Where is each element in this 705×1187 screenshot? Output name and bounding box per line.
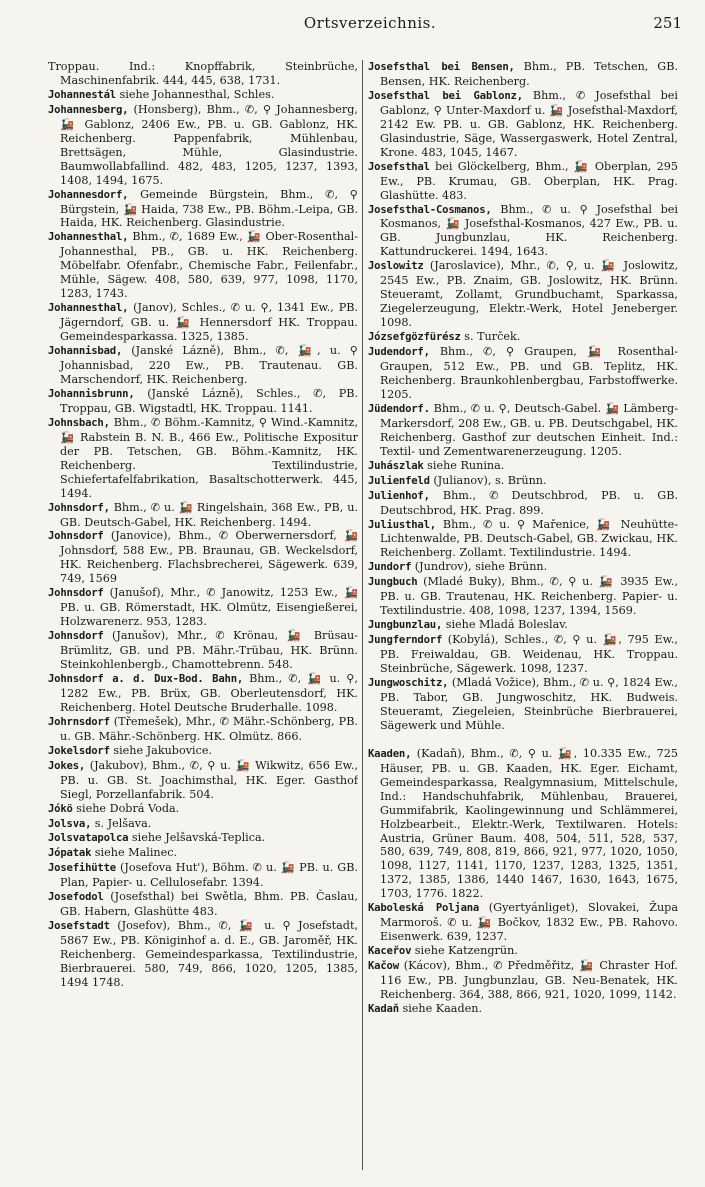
entry-text: siehe Kaaden. bbox=[398, 1001, 483, 1015]
entry-headword: Josefsthal bbox=[368, 160, 430, 173]
directory-entry bbox=[368, 160, 678, 203]
directory-entry bbox=[368, 676, 678, 733]
entry-text: (Julianov), s. Brünn. bbox=[429, 473, 547, 487]
entry-text: (Janské Lázně), Bhm., ✆, 🚂, u. ⚲ Johannisbad, 220 Ew., PB. Trautenau. GB. Marschendorf, HK. Reichenberg. bbox=[60, 344, 358, 386]
entry-text: Bhm., ✆ u. 🚂 Ringelshain, 368 Ew., PB, u. GB. Deutsch-Gabel, HK. Reichenberg. 1494. bbox=[60, 500, 358, 529]
entry-headword: Johnsdorf bbox=[48, 587, 104, 600]
entry-text: Bhm., ✆ Deutschbrod, PB. u. GB. Deutschbrod, HK. Prag. 899. bbox=[380, 488, 678, 517]
entry-text: s. Jelšava. bbox=[91, 816, 152, 830]
entry-text: Bhm., ✆ Josefsthal bei Gablonz, ⚲ Unter-Maxdorf u. 🚂 Josefsthal-Maxdorf, 2142 Ew. PB. u. GB. Gablonz, HK. Reichenberg. Glasindustrie, Säge, Wassergaswerk, Hotel Zentral, Krone. 483, 1045, 1467. bbox=[380, 88, 678, 159]
entry-text: siehe Malinec. bbox=[91, 846, 178, 860]
entry-text: (Janovice), Bhm., ✆ Oberwernersdorf, 🚂 Johnsdorf, 588 Ew., PB. Braunau, GB. Weckelsdorf, HK. Reichenberg. Flachsbrecherei, Sägewerk. 639, 749, 1569 bbox=[60, 529, 358, 586]
entry-text: (Třemešek), Mhr., ✆ Mähr.-Schönberg, PB. u. GB. Mähr.-Schönberg. HK. Olmütz. 866. bbox=[60, 714, 358, 743]
entry-text: siehe Katzengrün. bbox=[411, 944, 518, 958]
entry-text: (Josefova Hut'), Böhm. ✆ u. 🚂 PB. u. GB. Plan, Papier- u. Cellulosefabr. 1394. bbox=[60, 861, 358, 890]
directory-entry bbox=[368, 560, 678, 575]
directory-entry bbox=[368, 474, 678, 489]
entry-text: (Mladá Vožice), Bhm., ✆ u. ⚲, 1824 Ew., PB. Tabor, GB. Jungwoschitz, HK. Budweis. Steueramt, Ziegeleien, Steinbrüche Bierbrauerei, Sägewerk und Mühle. bbox=[380, 675, 678, 732]
directory-entry bbox=[368, 618, 678, 633]
entry-headword: Kaceřov bbox=[368, 945, 412, 958]
directory-entry bbox=[368, 402, 678, 459]
entry-headword: Johannestál bbox=[48, 88, 116, 101]
entry-text: (Janské Lázně), Schles., ✆, PB. Troppau, GB. Wigstadtl, HK. Troppau. 1141. bbox=[60, 386, 358, 415]
directory-entry bbox=[368, 459, 678, 474]
entry-text: Bhm., ✆, 1689 Ew., 🚂 Ober-Rosenthal-Johannesthal, PB., GB. u. HK. Reichenberg. Möbelfabr. Ofenfabr., Chemische Fabr., Feilenfabr., Mühle, Sägew. 408, 580, 639, 977, 1098, 1170, 1283, 1743. bbox=[60, 230, 358, 301]
column-divider bbox=[362, 60, 363, 1170]
entry-headword: Kaboleská Poljana bbox=[368, 902, 480, 915]
entry-headword: Jópatak bbox=[48, 847, 92, 860]
entry-text: (Josefov), Bhm., ✆, 🚂 u. ⚲ Josefstadt, 5867 Ew., PB. Königinhof a. d. E., GB. Jaroměř, HK. Reichenberg. Gemeindesparkassa, Textilindustrie, Bierbrauerei. 580, 749, 866, 1020, 1205, 1385, 1494 1748. bbox=[60, 919, 358, 989]
entry-text: s. Turček. bbox=[460, 330, 521, 344]
entry-headword: Kaaden, bbox=[368, 747, 412, 760]
directory-entry bbox=[48, 629, 358, 672]
entry-text: (Jundrov), siehe Brünn. bbox=[411, 560, 548, 574]
entry-headword: Jokes, bbox=[48, 759, 86, 772]
entry-text: Bhm., ✆, ⚲ Graupen, 🚂 Rosenthal-Graupen, 512 Ew., PB. und GB. Teplitz, HK. Reichenberg. Braunkohlenbergbau, Farbstoffwerke. 1205. bbox=[380, 345, 678, 401]
entry-text: (Jaroslavice), Mhr., ✆, ⚲, u. 🚂 Joslowitz, 2545 Ew., PB. Znaim, GB. Joslowitz, HK. Brünn. Steueramt, Zollamt, Grundbuchamt, Sparkassa, Ziegelerzeugung, Elektr.-Werk, Hotel Jeneberger. 1098. bbox=[380, 259, 678, 330]
directory-entry bbox=[368, 518, 678, 561]
directory-entry bbox=[368, 489, 678, 518]
entry-text: Bhm., ✆ u. ⚲ Mařenice, 🚂 Neuhütte-Lichtenwalde, PB. Deutsch-Gabel, GB. Zwickau, HK. Reichenberg. Zollamt. Textilindustrie. 1494. bbox=[380, 517, 678, 560]
entry-text: (Gyertyánliget), Slovakei, Župa Marmoroš. ✆ u. 🚂 Bočkov, 1832 Ew., PB. Rahovo. Eisenwerk. 639, 1237. bbox=[380, 901, 678, 944]
entry-headword: Johnsdorf a. d. Dux-Bod. Bahn, bbox=[48, 672, 244, 685]
entry-text: (Janušof), Mhr., ✆ Janowitz, 1253 Ew., 🚂 PB. u. GB. Römerstadt, HK. Olmütz, Eisengießerei, Holzwarenerz. 953, 1283. bbox=[60, 586, 358, 629]
entry-headword: Johannisbrunn, bbox=[48, 387, 135, 400]
directory-entry bbox=[368, 330, 678, 345]
page-header bbox=[50, 14, 690, 38]
directory-entry bbox=[48, 416, 358, 501]
directory-entry bbox=[48, 759, 358, 802]
directory-entry bbox=[368, 901, 678, 944]
directory-entry bbox=[48, 387, 358, 416]
directory-entry bbox=[368, 944, 678, 959]
directory-entry bbox=[368, 60, 678, 89]
entry-headword: Johnsbach, bbox=[48, 416, 110, 429]
entry-text: (Kobylá), Schles., ✆, ⚲ u. 🚂, 795 Ew., PB. Freiwaldau, GB. Weidenau, HK. Troppau. Steinbrüche, Sägewerk. 1098, 1237. bbox=[380, 633, 678, 676]
directory-entry bbox=[48, 88, 358, 103]
entry-headword: Jungbuch bbox=[368, 576, 418, 589]
directory-entry bbox=[368, 89, 678, 160]
directory-entry bbox=[368, 1002, 678, 1017]
directory-entry bbox=[368, 633, 678, 676]
entry-headword: Josefsthal bei Bensen, bbox=[368, 61, 515, 73]
entry-headword: Jungwoschitz, bbox=[368, 676, 449, 689]
directory-entry bbox=[48, 60, 358, 88]
entry-headword: Johnsdorf, bbox=[48, 501, 110, 514]
directory-entry bbox=[48, 103, 358, 188]
directory-entry bbox=[48, 744, 358, 759]
entry-headword: Josefodol bbox=[48, 891, 104, 904]
directory-entry bbox=[48, 672, 358, 715]
entry-headword: Johannesdorf, bbox=[48, 188, 129, 201]
page-title: Ortsverzeichnis. bbox=[303, 14, 437, 32]
entry-text: Bhm., ✆, 🚂 u. ⚲, 1282 Ew., PB. Brüx, GB. Oberleutensdorf, HK. Reichenberg. Hotel Deutsche Bruderhalle. 1098. bbox=[60, 671, 358, 714]
directory-entry bbox=[48, 817, 358, 832]
entry-headword: Josefsthal bei Gablonz, bbox=[368, 89, 523, 102]
directory-entry bbox=[48, 529, 358, 586]
entry-text: Gemeinde Bürgstein, Bhm., ✆, ⚲ Bürgstein, 🚂 Haida, 738 Ew., PB. Böhm.-Leipa, GB. Haida, HK. Reichenberg. Glasindustrie. bbox=[60, 187, 358, 230]
directory-entry bbox=[368, 575, 678, 618]
entry-headword: Jüdendorf. bbox=[368, 402, 430, 415]
directory-entry bbox=[48, 831, 358, 846]
entry-headword: Johnsdorf bbox=[48, 630, 104, 643]
entry-text: Troppau. Ind.: Knopffabrik, Steinbrüche, Maschinenfabrik. 444, 445, 638, 1731. bbox=[48, 60, 358, 87]
directory-entry bbox=[48, 501, 358, 530]
directory-entry bbox=[48, 230, 358, 301]
entry-headword: Jungferndorf bbox=[368, 634, 443, 647]
directory-entry bbox=[48, 586, 358, 629]
entry-headword: Johrnsdorf bbox=[48, 715, 110, 728]
entry-text: siehe Dobrá Voda. bbox=[72, 801, 180, 815]
entry-text: siehe Johannesthal, Schles. bbox=[115, 87, 275, 101]
directory-columns bbox=[48, 60, 696, 1176]
entry-headword: Jolsva, bbox=[48, 817, 92, 830]
entry-headword: Joslowitz bbox=[368, 260, 424, 273]
entry-headword: Jundorf bbox=[368, 561, 412, 574]
directory-entry bbox=[48, 715, 358, 744]
directory-entry bbox=[48, 344, 358, 387]
entry-text: (Josefsthal) bei Swětla, Bhm. PB. Časlau, GB. Habern, Glashütte 483. bbox=[60, 890, 358, 919]
right-column bbox=[368, 60, 678, 1176]
entry-headword: Juliusthal, bbox=[368, 518, 436, 531]
entry-text: Bhm., ✆ u. ⚲, Deutsch-Gabel. 🚂 Lämberg-Markersdorf, 208 Ew., GB. u. PB. Deutschgabel, HK. Reichenberg. Gasthof zur deutschen Einheit. Ind.: Textil- und Zementwarenerzeugung. 1205. bbox=[380, 401, 678, 458]
entry-text: (Kácov), Bhm., ✆ Předměřitz, 🚂 Chraster Hof. 116 Ew., PB. Jungbunzlau, GB. Neu-Benatek, HK. Reichenberg. 364, 388, 866, 921, 1020, 1099, 1142. bbox=[380, 959, 678, 1001]
entry-headword: Josefsthal-Cosmanos, bbox=[368, 203, 492, 216]
entry-headword: Julienhof, bbox=[368, 489, 430, 502]
entry-text: siehe Runina. bbox=[423, 458, 505, 472]
entry-headword: Józsefgözfürész bbox=[368, 331, 461, 344]
directory-entry bbox=[48, 188, 358, 231]
directory-entry bbox=[48, 861, 358, 890]
entry-headword: Josefstadt bbox=[48, 920, 110, 933]
entry-text: (Honsberg), Bhm., ✆, ⚲ Johannesberg, 🚂 Gablonz, 2406 Ew., PB. u. GB. Gablonz, HK. Reichenberg. Pappenfabrik, Mühlenbau, Brettsägen, Mühle, Glasindustrie. Baumwollabfallind. 482, 483, 1205, 1237, 1393, 1408, 1494, 1675. bbox=[60, 102, 358, 187]
entry-text: bei Glöckelberg, Bhm., 🚂 Oberplan, 295 Ew., PB. Krumau, GB. Oberplan, HK. Prag. Glashütte. 483. bbox=[380, 159, 678, 202]
entry-headword: Julienfeld bbox=[368, 474, 430, 487]
page-number: 251 bbox=[653, 14, 682, 32]
entry-text: (Janov), Schles., ✆ u. ⚲, 1341 Ew., PB. Jägerndorf, GB. u. 🚂 Hennersdorf HK. Troppau. Gemeindesparkassa. 1325, 1385. bbox=[60, 301, 358, 344]
directory-entry bbox=[368, 203, 678, 260]
entry-headword: Jokelsdorf bbox=[48, 744, 110, 757]
directory-entry bbox=[48, 919, 358, 990]
directory-entry bbox=[368, 345, 678, 402]
entry-headword: Johannesthal, bbox=[48, 302, 129, 315]
entry-headword: Josefihütte bbox=[48, 862, 116, 875]
directory-entry bbox=[48, 802, 358, 817]
entry-text: Bhm., ✆ Böhm.-Kamnitz, ⚲ Wind.-Kamnitz, 🚂 Rabstein B. N. B., 466 Ew., Politische Expositur der PB. Tetschen, GB. Böhm.-Kamnitz, HK. Reichenberg. Textilindustrie, Schiefertafelfabrikation, Basaltschotterwerk. 445, 1494. bbox=[60, 415, 358, 500]
entry-headword: Johannisbad, bbox=[48, 345, 123, 358]
entry-headword: Judendorf, bbox=[368, 346, 430, 359]
entry-text: (Jakubov), Bhm., ✆, ⚲ u. 🚂 Wikwitz, 656 Ew., PB. u. GB. St. Joachimsthal, HK. Eger. Gasthof Siegl, Porzellanfabrik. 504. bbox=[60, 758, 358, 801]
entry-text: siehe Mladá Boleslav. bbox=[442, 618, 568, 632]
left-column bbox=[48, 60, 358, 1176]
entry-headword: Kadaň bbox=[368, 1002, 399, 1015]
entry-text: (Mladé Buky), Bhm., ✆, ⚲ u. 🚂 3935 Ew., PB. u. GB. Trautenau, HK. Reichenberg. Papier- u. Textilindustrie. 408, 1098, 1237, 1394, 1569. bbox=[380, 575, 678, 618]
entry-headword: Jungbunzlau, bbox=[368, 619, 443, 632]
directory-entry bbox=[368, 747, 678, 901]
directory-entry bbox=[368, 959, 678, 1002]
directory-entry bbox=[368, 259, 678, 330]
entry-headword: Jolsvatapolca bbox=[48, 832, 129, 845]
entry-text: siehe Jelšavská-Teplica. bbox=[128, 831, 266, 845]
entry-text: (Kadaň), Bhm., ✆, ⚲ u. 🚂, 10.335 Ew., 725 Häuser, PB. u. GB. Kaaden, HK. Eger. Eichamt, Gemeindesparkassa, Realgymnasium, Mittelschule, Ind.: Handschuhfabrik, Mühlenbau, Brauerei, Gummifabrik, Kaolingewinnung und Schlämmerei, Holzbearbeit., Elektr.-Werk, Textilwaren. Hotels: Austria, Grüner Baum. 408, 504, 511, 528, 537, 580, 639, 749, 808, 819, 866, 921, 977, 1020, 1050, 1098, 1127, 1141, 1170, 1237, 1283, 1325, 1351, 1372, 1385, 1386, 1440 1467, 1630, 1643, 1675, 1703, 1776. 1822. bbox=[380, 746, 678, 901]
entry-headword: Kačow bbox=[368, 960, 399, 973]
entry-text: Bhm., PB. Tetschen, GB. Bensen, HK. Reichenberg. bbox=[380, 60, 678, 88]
entry-headword: Jókö bbox=[48, 802, 73, 815]
entry-text: siehe Jakubovice. bbox=[109, 743, 213, 757]
directory-entry bbox=[48, 846, 358, 861]
directory-entry bbox=[48, 890, 358, 919]
entry-headword: Johannesthal, bbox=[48, 231, 129, 244]
entry-headword: Johannesberg, bbox=[48, 103, 129, 116]
entry-headword: Johnsdorf bbox=[48, 530, 104, 543]
entry-text: Bhm., ✆ u. ⚲ Josefsthal bei Kosmanos, 🚂 Josefsthal-Kosmanos, 427 Ew., PB. u. GB. Jungbunzlau, HK. Reichenberg. Kattundruckerei. 1494, 1643. bbox=[380, 202, 678, 259]
directory-entry bbox=[48, 301, 358, 344]
entry-text: (Janušov), Mhr., ✆ Krönau, 🚂 Brüsau-Brümlitz, GB. und PB. Mähr.-Trübau, HK. Brünn. Steinkohlenbergb., Chamottebrenn. 548. bbox=[60, 629, 358, 672]
entry-headword: Juhászlak bbox=[368, 459, 424, 472]
